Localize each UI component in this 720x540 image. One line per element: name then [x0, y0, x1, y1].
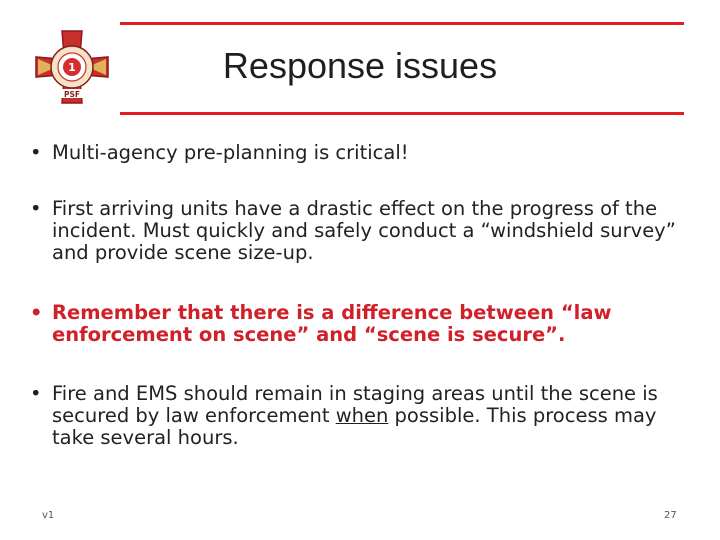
bullet-glyph: • — [30, 382, 42, 405]
bullet-item-law-enforcement — [30, 302, 695, 346]
bullet-text: Multi-agency pre-planning is critical! — [52, 141, 409, 164]
bullet-item-preplanning — [30, 142, 695, 164]
fire-department-logo-icon — [30, 28, 114, 106]
footer-version: v1 — [42, 510, 55, 521]
bullet-text — [52, 383, 695, 449]
slide-title: Response issues — [222, 45, 498, 86]
title-rule-bottom — [120, 112, 684, 115]
logo-number: 1 — [68, 61, 76, 74]
bullet-text-underlined: when — [335, 404, 389, 427]
bullet-text-after: possible. This process may take several hours. — [52, 404, 657, 449]
bullet-text-before: Fire and EMS should remain in staging areas until the scene is secured by law enforcement — [52, 382, 658, 427]
bullet-text: First arriving units have a drastic effect on the progress of the incident. Must quickly and safely conduct a “windshield survey” and provide scene size-up. — [52, 197, 676, 264]
page-number: 27 — [664, 510, 677, 521]
bullet-text-highlight: Remember that there is a difference between “law enforcement on scene” and “scene is secure”. — [52, 301, 612, 346]
logo-bottom-text: PSF — [63, 90, 81, 99]
bullet-glyph: • — [30, 301, 43, 324]
bullet-item-first-arriving — [30, 198, 695, 264]
bullet-item-staging — [30, 383, 695, 449]
title-rule-top — [120, 22, 684, 25]
bullet-glyph: • — [30, 141, 42, 164]
bullet-glyph: • — [30, 197, 42, 220]
